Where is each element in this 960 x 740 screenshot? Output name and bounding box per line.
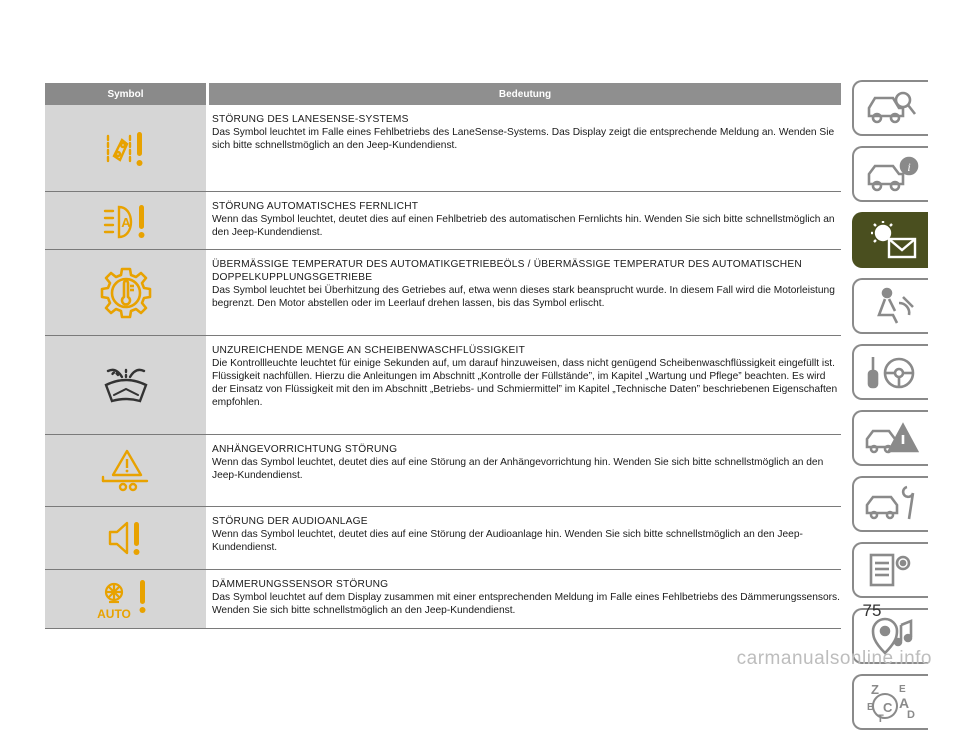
- svg-text:Z: Z: [871, 682, 879, 697]
- transmission-temperature-icon: [45, 250, 206, 335]
- table-row: [45, 192, 841, 250]
- row-description: Wenn das Symbol leuchtet, deutet dies auf einen Fehlbetrieb des automatischen Fernlichts hin. Wenden Sie sich bitte schnellstmöglich an den Jeep-Kundendienst.: [212, 214, 835, 238]
- row-title: STÖRUNG DES LANESENSE-SYSTEMS: [212, 114, 409, 125]
- car-warning-triangle-icon: [863, 417, 919, 459]
- trailer-hitch-warning-icon: [45, 435, 206, 506]
- watermark: carmanualsonline.info: [736, 648, 932, 669]
- svg-text:A: A: [120, 214, 131, 230]
- table-header: [45, 83, 841, 105]
- tab-car-search[interactable]: [852, 80, 928, 136]
- specifications-gear-icon: [863, 549, 919, 591]
- row-description: Das Symbol leuchtet bei Überhitzung des Getriebes auf, etwa wenn dieses stark beansprucht wurde. In diesem Fall wird die Motorleistung begrenzt. Den Motor abstellen oder im Leerlauf drehen lassen, bis das Symbol erlischt.: [212, 285, 835, 309]
- tab-car-info[interactable]: [852, 146, 928, 202]
- tab-technical-data[interactable]: [852, 542, 928, 598]
- table-row: [45, 507, 841, 570]
- chapter-tabs: [852, 80, 932, 740]
- svg-text:A: A: [899, 695, 910, 711]
- row-title: ÜBERMÄSSIGE TEMPERATUR DES AUTOMATIKGETRIEBEÖLS / ÜBERMÄSSIGE TEMPERATUR DES AUTOMATISCHEN DOPPELKUPPLUNGSGETRIEBE: [212, 259, 802, 283]
- tab-emergency[interactable]: [852, 410, 928, 466]
- row-description: Das Symbol leuchtet auf dem Display zusammen mit einer entsprechenden Meldung im Falle eines Fehlbetriebs des Dämmerungssensors. Wenden Sie sich bitte schnellstmöglich an den Jeep-Kundendienst.: [212, 592, 840, 616]
- auto-high-beam-warning-icon: [45, 192, 206, 249]
- row-title: ANHÄNGEVORRICHTUNG STÖRUNG: [212, 444, 398, 455]
- table-row: [45, 336, 841, 435]
- row-description: Das Symbol leuchtet im Falle eines Fehlbetriebs des LaneSense-Systems. Das Display zeigt die entsprechende Meldung an. Wenden Sie sich bitte schnellstmöglich an den Jeep-Kundendienst.: [212, 127, 835, 151]
- key-steering-wheel-icon: [863, 351, 919, 393]
- twilight-sensor-auto-icon: [45, 570, 206, 628]
- car-info-icon: [863, 154, 919, 194]
- header-symbol: Symbol: [45, 83, 206, 105]
- auto-label: AUTO: [96, 607, 131, 621]
- svg-text:B: B: [867, 702, 875, 713]
- svg-text:T: T: [877, 713, 884, 724]
- svg-text:C: C: [883, 700, 893, 715]
- page-number: 75: [862, 601, 882, 620]
- tab-starting-driving[interactable]: [852, 344, 928, 400]
- washer-fluid-icon: [45, 336, 206, 434]
- index-letters-icon: [863, 680, 919, 724]
- airbag-seat-icon: [863, 285, 919, 327]
- car-search-icon: [863, 88, 919, 128]
- table-row: [45, 435, 841, 507]
- svg-text:D: D: [907, 709, 915, 721]
- tab-warning-lights[interactable]: [852, 212, 928, 268]
- svg-text:E: E: [899, 684, 906, 695]
- car-wrench-icon: [863, 483, 919, 525]
- row-title: STÖRUNG DER AUDIOANLAGE: [212, 516, 368, 527]
- row-title: DÄMMERUNGSSENSOR STÖRUNG: [212, 579, 389, 590]
- table-row: [45, 105, 841, 192]
- tab-maintenance[interactable]: [852, 476, 928, 532]
- row-description-2: Flüssigkeit nachfüllen. Hierzu die Anleitungen im Abschnitt „Kontrolle der Füllstände”, im Kapitel „Wartung und Pflege” beachten. Es wird der Einsatz von Flüssigkeit mit den im Abschnitt „Betriebs- und Schmiermittel” im Kapitel „Technische Daten” beschriebenen Eigenschaften empfohlen.: [212, 371, 838, 408]
- lanesense-warning-icon: [45, 105, 206, 191]
- table-row: [45, 570, 841, 629]
- header-meaning: Bedeutung: [209, 83, 841, 105]
- table-row: [45, 250, 841, 336]
- row-title: UNZUREICHENDE MENGE AN SCHEIBENWASCHFLÜSSIGKEIT: [212, 345, 525, 356]
- tab-index[interactable]: [852, 674, 928, 730]
- row-description: Wenn das Symbol leuchtet, deutet dies auf eine Störung der Audioanlage hin. Wenden Sie sich bitte schnellstmöglich an den Jeep-Kundendienst.: [212, 529, 803, 553]
- row-description: Die Kontrollleuchte leuchtet für einige Sekunden auf, um darauf hinzuweisen, dass nicht genügend Scheibenwaschflüssigkeit eingefüllt ist.: [212, 358, 835, 369]
- tab-safety[interactable]: [852, 278, 928, 334]
- audio-system-warning-icon: [45, 507, 206, 569]
- row-title: STÖRUNG AUTOMATISCHES FERNLICHT: [212, 201, 419, 212]
- svg-text:i: i: [907, 160, 911, 174]
- row-description: Wenn das Symbol leuchtet, deutet dies auf eine Störung an der Anhängevorrichtung hin. Wenden Sie sich bitte schnellstmöglich an den Jeep-Kundendienst.: [212, 457, 824, 481]
- warning-light-message-icon: [861, 219, 921, 261]
- warning-lights-table: [45, 83, 841, 629]
